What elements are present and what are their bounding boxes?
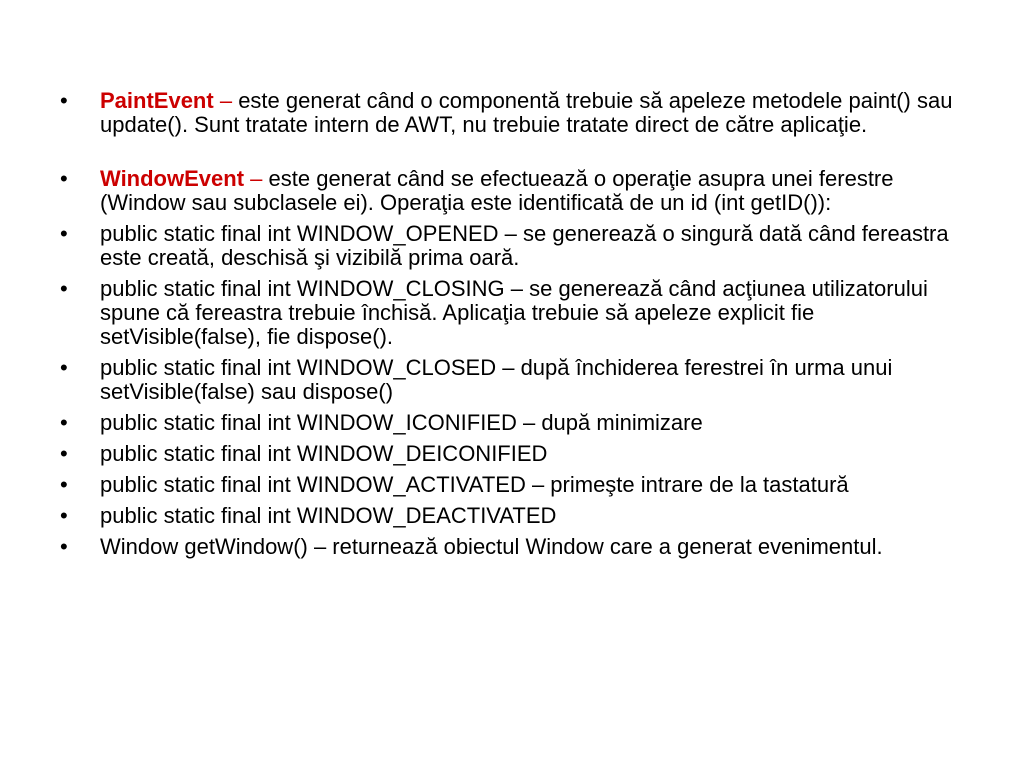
bullet-marker: • (60, 441, 68, 466)
bullet-marker: • (60, 166, 68, 191)
list-item-paint-event (60, 89, 980, 137)
list-item-get-window (60, 535, 980, 559)
list-item-window-deiconified (60, 442, 980, 466)
item-text: public static final int WINDOW_CLOSING – se generează când acţiunea utilizatorului spune că fereastra trebuie închisă. Aplicaţia trebuie să apeleze explicit fie setVisible(false), fie dispose(). (100, 276, 928, 349)
item-text: public static final int WINDOW_ICONIFIED – după minimizare (100, 410, 703, 435)
bullet-marker: • (60, 276, 68, 301)
list-item-window-closed (60, 356, 980, 404)
list-item-window-opened (60, 222, 980, 270)
bullet-list (60, 89, 980, 566)
list-item-window-closing (60, 277, 980, 349)
term-dash: – (219, 88, 233, 113)
bullet-marker: • (60, 534, 68, 559)
item-text: este generat când se efectuează o operaţie asupra unei ferestre (Window sau subclasele ei). Operaţia este identificată de un id (int getID()): (100, 166, 894, 215)
list-item-window-activated (60, 473, 980, 497)
bullet-marker: • (60, 221, 68, 246)
bullet-marker: • (60, 472, 68, 497)
bullet-marker: • (60, 355, 68, 380)
bullet-marker: • (60, 503, 68, 528)
item-text: public static final int WINDOW_CLOSED – după închiderea ferestrei în urma unui setVisible(false) sau dispose() (100, 355, 893, 404)
list-item-window-deactivated (60, 504, 980, 528)
item-text: public static final int WINDOW_DEICONIFIED (100, 441, 548, 466)
list-item-window-event (60, 167, 980, 215)
bullet-marker: • (60, 410, 68, 435)
term-dash: – (250, 166, 263, 191)
item-text: public static final int WINDOW_ACTIVATED – primeşte intrare de la tastatură (100, 472, 849, 497)
term-window-event: WindowEvent (100, 166, 245, 191)
list-item-window-iconified (60, 411, 980, 435)
item-text: public static final int WINDOW_OPENED – se generează o singură dată când fereastra este creată, deschisă şi vizibilă prima oară. (100, 221, 949, 270)
item-text: este generat când o componentă trebuie să apeleze metodele paint() sau update(). Sunt tratate intern de AWT, nu trebuie tratate direct de către aplicaţie. (100, 88, 953, 137)
term-paint-event: PaintEvent (100, 88, 214, 113)
item-text: public static final int WINDOW_DEACTIVATED (100, 503, 557, 528)
item-text: Window getWindow() – returnează obiectul Window care a generat evenimentul. (100, 534, 883, 559)
bullet-marker: • (60, 88, 68, 113)
